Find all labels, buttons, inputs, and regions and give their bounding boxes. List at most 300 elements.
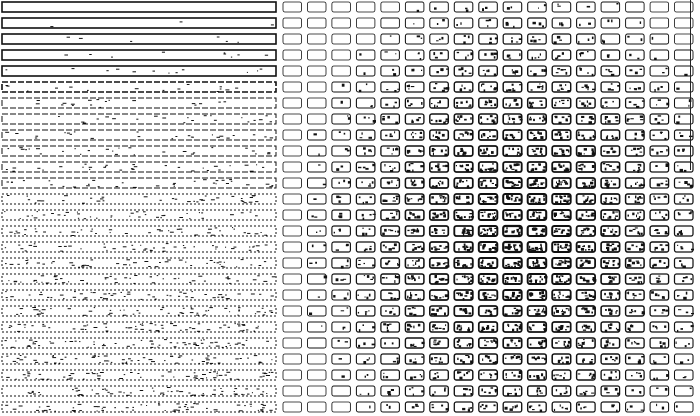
grid-cell-speckle xyxy=(411,198,413,199)
grid-cell-speckle xyxy=(519,388,520,390)
stripe-speckle xyxy=(21,149,25,150)
grid-cell-speckle xyxy=(593,277,596,280)
stripe-speckle xyxy=(163,394,165,395)
grid-cell-speckle xyxy=(442,90,445,93)
grid-cell-speckle xyxy=(462,154,464,156)
grid-cell-speckle xyxy=(436,71,439,73)
grid-cell-speckle xyxy=(536,262,538,264)
grid-cell-speckle xyxy=(433,52,435,55)
stripe-speckle xyxy=(121,292,123,293)
stripe-speckle xyxy=(183,308,185,309)
grid-cell-speckle xyxy=(640,119,643,120)
grid-cell-speckle xyxy=(637,218,640,220)
stripe-speckle xyxy=(81,122,84,123)
grid-cell-speckle xyxy=(589,121,593,124)
grid-cell-speckle xyxy=(554,409,555,411)
grid-cell-speckle xyxy=(608,228,609,229)
stripe-speckle xyxy=(35,362,38,363)
stripe-speckle xyxy=(226,372,230,373)
stripe-speckle xyxy=(106,331,109,332)
stripe-speckle xyxy=(217,375,218,376)
grid-cell-speckle xyxy=(533,200,535,203)
stripe-speckle xyxy=(28,199,30,200)
grid-cell-speckle xyxy=(345,341,348,342)
grid-cell-speckle xyxy=(544,328,546,330)
stripe-speckle xyxy=(263,405,266,406)
grid-cell-speckle xyxy=(413,265,415,266)
stripe-speckle xyxy=(123,392,124,393)
grid-cell-speckle xyxy=(532,164,535,165)
grid-cell-speckle xyxy=(584,262,585,264)
stripe-speckle xyxy=(97,406,100,407)
stripe-speckle xyxy=(111,362,113,363)
grid-cell-speckle xyxy=(432,309,435,311)
stripe-speckle xyxy=(234,394,238,395)
stripe-speckle xyxy=(42,264,45,265)
stripe-speckle xyxy=(194,181,196,182)
stripe-speckle xyxy=(256,328,259,329)
grid-cell-speckle xyxy=(392,342,394,344)
stripe-speckle xyxy=(87,283,88,284)
stripe-speckle xyxy=(201,395,205,396)
stripe-speckle xyxy=(103,167,106,168)
grid-cell-speckle xyxy=(465,8,467,10)
grid-cell-speckle xyxy=(439,100,441,103)
stripe-speckle xyxy=(165,261,169,262)
stripe-speckle xyxy=(80,154,81,155)
stripe-speckle xyxy=(197,331,200,332)
grid-cell-speckle xyxy=(566,391,568,394)
grid-cell-speckle xyxy=(631,324,632,326)
grid-cell xyxy=(381,82,400,92)
grid-cell-speckle xyxy=(343,180,345,183)
stripe-speckle xyxy=(162,328,164,329)
grid-cell-speckle xyxy=(539,248,541,249)
stripe-speckle xyxy=(132,407,134,408)
grid-cell-speckle xyxy=(418,324,420,327)
grid-cell-speckle xyxy=(593,136,596,138)
stripe-speckle xyxy=(131,245,133,246)
grid-cell-speckle xyxy=(462,246,464,248)
grid-cell xyxy=(454,66,473,76)
grid-cell-speckle xyxy=(593,374,596,377)
stripe-speckle xyxy=(54,276,57,277)
grid-cell-speckle xyxy=(542,88,544,90)
stripe-speckle xyxy=(103,294,106,295)
grid-cell-speckle xyxy=(555,230,559,232)
grid-cell-speckle xyxy=(309,313,312,316)
grid-cell xyxy=(283,226,302,236)
grid-cell-speckle xyxy=(505,358,507,359)
grid-cell-speckle xyxy=(512,406,513,409)
grid-cell-speckle xyxy=(490,168,493,171)
stripe-speckle xyxy=(204,115,207,116)
stripe-speckle xyxy=(97,375,101,376)
grid-cell-speckle xyxy=(640,116,643,118)
grid-cell-speckle xyxy=(519,154,522,156)
grid-cell-speckle xyxy=(495,244,498,246)
grid-cell-speckle xyxy=(606,247,609,249)
grid-cell-speckle xyxy=(640,281,642,282)
grid-cell-speckle xyxy=(687,199,689,202)
stripe-speckle xyxy=(71,235,74,236)
stripe-speckle xyxy=(18,324,21,325)
grid-cell xyxy=(332,402,351,412)
grid-cell-speckle xyxy=(462,361,465,364)
grid-cell-speckle xyxy=(536,217,538,219)
stripe-speckle xyxy=(135,88,139,89)
stripe-speckle xyxy=(140,329,144,330)
grid-cell-speckle xyxy=(443,212,446,215)
stripe-speckle xyxy=(174,247,177,248)
stripe-speckle xyxy=(271,359,272,360)
stripe-speckle xyxy=(218,294,222,295)
grid-cell-speckle xyxy=(640,164,641,166)
grid-cell-speckle xyxy=(666,266,669,268)
stripe-speckle xyxy=(103,323,107,324)
grid-cell-speckle xyxy=(583,186,585,188)
grid-cell-speckle xyxy=(512,148,514,150)
grid-cell-speckle xyxy=(637,197,639,200)
stripe-speckle xyxy=(32,307,36,308)
stripe-speckle xyxy=(244,202,247,203)
grid-cell-speckle xyxy=(589,294,590,297)
grid-cell-speckle xyxy=(658,278,660,280)
grid-cell-speckle xyxy=(464,374,466,376)
grid-cell-speckle xyxy=(558,341,559,342)
grid-cell-speckle xyxy=(562,407,564,409)
stripe-speckle xyxy=(35,138,37,139)
grid-cell-speckle xyxy=(518,148,520,150)
grid-cell-speckle xyxy=(512,292,515,295)
grid-cell-speckle xyxy=(431,103,433,104)
grid-cell-speckle xyxy=(495,201,498,202)
grid-cell-speckle xyxy=(441,37,443,40)
grid-cell-speckle xyxy=(488,213,491,215)
grid-cell-speckle xyxy=(542,340,544,343)
grid-cell-speckle xyxy=(538,184,539,186)
grid-cell-speckle xyxy=(420,132,422,134)
stripe-speckle xyxy=(9,325,11,326)
stripe-speckle xyxy=(203,393,204,394)
grid-cell-speckle xyxy=(397,360,399,361)
grid-cell-speckle xyxy=(617,85,620,87)
grid-cell-speckle xyxy=(488,279,491,280)
grid-cell-speckle xyxy=(581,164,583,166)
stripe-speckle xyxy=(263,281,267,282)
grid-cell-speckle xyxy=(617,329,619,331)
stripe-speckle xyxy=(262,308,264,309)
grid-cell-speckle xyxy=(591,213,594,215)
grid-cell-speckle xyxy=(511,341,512,342)
grid-cell-speckle xyxy=(459,377,462,380)
grid-cell-speckle xyxy=(494,56,496,58)
grid-cell-speckle xyxy=(606,392,609,393)
stripe-speckle xyxy=(265,55,268,56)
grid-cell-speckle xyxy=(568,341,571,344)
grid-cell xyxy=(308,274,327,284)
grid-cell-speckle xyxy=(657,232,660,234)
grid-cell-speckle xyxy=(641,184,643,187)
stripe-speckle xyxy=(51,213,54,214)
grid-cell xyxy=(650,50,669,60)
grid-cell-speckle xyxy=(386,404,388,406)
grid-cell-speckle xyxy=(530,406,533,407)
grid-cell xyxy=(308,338,327,348)
grid-cell-speckle xyxy=(515,324,518,326)
stripe-speckle xyxy=(33,246,37,247)
grid-cell-speckle xyxy=(664,356,666,358)
stripe-speckle xyxy=(194,235,198,236)
stripe-speckle xyxy=(109,313,113,314)
grid-cell-speckle xyxy=(654,58,657,60)
grid-cell-speckle xyxy=(509,246,512,248)
grid-cell-speckle xyxy=(657,122,660,124)
grid-cell-speckle xyxy=(407,197,408,199)
grid-cell-speckle xyxy=(554,244,557,246)
stripe-speckle xyxy=(88,184,90,185)
grid-cell-speckle xyxy=(433,135,434,137)
grid-cell-speckle xyxy=(415,406,418,407)
grid-cell xyxy=(283,210,302,220)
grid-cell-speckle xyxy=(535,266,538,269)
grid-cell xyxy=(283,162,302,172)
stripe-speckle xyxy=(41,200,45,201)
grid-cell-speckle xyxy=(435,136,438,138)
grid-cell-speckle xyxy=(469,104,471,105)
stripe-speckle xyxy=(132,249,135,250)
grid-cell-speckle xyxy=(635,183,636,185)
stripe-speckle xyxy=(167,295,169,296)
grid-cell-speckle xyxy=(615,371,617,373)
grid-cell-speckle xyxy=(368,117,369,119)
grid-cell-speckle xyxy=(584,184,585,187)
stripe-speckle xyxy=(159,230,163,231)
grid-cell-speckle xyxy=(417,216,420,219)
stripe-speckle xyxy=(266,375,270,376)
grid-cell-speckle xyxy=(564,181,567,183)
stripe-speckle xyxy=(33,309,37,310)
grid-cell-speckle xyxy=(560,275,562,276)
grid-cell-speckle xyxy=(511,40,513,43)
stripe-speckle xyxy=(260,376,263,377)
grid-cell-speckle xyxy=(411,183,413,185)
stripe-speckle xyxy=(198,276,202,277)
stripe-speckle xyxy=(5,405,8,406)
grid-cell-speckle xyxy=(486,282,488,285)
stripe-speckle xyxy=(70,341,74,342)
grid-cell-speckle xyxy=(637,202,641,203)
grid-cell-speckle xyxy=(466,291,469,294)
stripe-speckle xyxy=(271,372,274,373)
stripe-speckle xyxy=(55,283,57,284)
grid-cell-speckle xyxy=(684,181,687,184)
grid-cell-speckle xyxy=(408,88,409,90)
grid-cell-speckle xyxy=(459,345,461,347)
grid-cell-speckle xyxy=(362,233,365,236)
stripe-speckle xyxy=(107,392,109,393)
grid-cell-speckle xyxy=(618,263,621,266)
grid-cell xyxy=(356,50,375,60)
grid-cell-speckle xyxy=(456,184,457,186)
grid-cell-speckle xyxy=(588,327,590,329)
stripe-speckle xyxy=(54,363,57,364)
grid-cell-speckle xyxy=(539,101,542,102)
stripe-speckle xyxy=(214,379,215,380)
stripe-speckle xyxy=(259,294,261,295)
stripe-speckle xyxy=(218,170,220,171)
grid-cell xyxy=(454,18,473,28)
grid-cell-speckle xyxy=(529,246,530,249)
stripe-speckle xyxy=(217,373,218,374)
grid-cell-speckle xyxy=(612,359,614,360)
grid-cell-speckle xyxy=(605,265,608,268)
grid-cell-speckle xyxy=(506,227,507,229)
grid-cell-speckle xyxy=(433,153,434,156)
stripe-speckle xyxy=(224,262,225,263)
grid-cell-speckle xyxy=(457,344,459,345)
grid-cell-speckle xyxy=(518,296,520,297)
stripe-speckle xyxy=(133,262,137,263)
grid-cell-speckle xyxy=(511,169,514,170)
grid-cell xyxy=(332,50,351,60)
grid-cell-speckle xyxy=(609,282,611,284)
stripe-speckle xyxy=(90,198,92,199)
grid-cell xyxy=(650,354,669,364)
stripe-speckle xyxy=(41,282,42,283)
stripe-speckle xyxy=(202,361,205,362)
grid-cell-speckle xyxy=(585,312,587,314)
grid-cell-speckle xyxy=(436,185,438,188)
stripe-speckle xyxy=(6,356,8,357)
stripe-speckle xyxy=(245,148,248,149)
stripe-speckle xyxy=(88,100,92,101)
stripe-speckle xyxy=(83,315,87,316)
stripe-speckle xyxy=(259,265,262,266)
grid-cell-speckle xyxy=(615,388,618,391)
stripe-speckle xyxy=(59,232,61,233)
grid-cell xyxy=(283,338,302,348)
grid-cell xyxy=(308,50,327,60)
stripe-speckle xyxy=(35,231,37,232)
grid-cell-speckle xyxy=(456,212,458,214)
grid-cell-speckle xyxy=(658,115,661,116)
grid-cell xyxy=(356,290,375,300)
grid-cell-speckle xyxy=(655,118,658,121)
stripe-speckle xyxy=(116,263,119,264)
stripe-speckle xyxy=(20,308,24,309)
grid-cell-speckle xyxy=(584,148,587,151)
grid-cell-speckle xyxy=(348,181,351,184)
grid-cell-speckle xyxy=(602,105,604,108)
grid-cell-speckle xyxy=(542,295,546,297)
stripe-speckle xyxy=(74,131,76,132)
stripe-speckle xyxy=(60,251,63,252)
grid-cell-speckle xyxy=(688,359,690,361)
grid-cell-speckle xyxy=(411,278,412,280)
stripe-speckle xyxy=(216,411,218,412)
grid-cell-speckle xyxy=(532,409,535,410)
grid-cell-speckle xyxy=(637,262,640,264)
grid-cell xyxy=(381,338,400,348)
grid-cell-speckle xyxy=(339,200,341,203)
grid-cell-speckle xyxy=(507,7,510,10)
grid-cell-speckle xyxy=(359,90,361,92)
grid-cell xyxy=(356,34,375,44)
grid-cell-speckle xyxy=(565,217,567,218)
grid-cell xyxy=(308,354,327,364)
grid-cell-speckle xyxy=(493,169,496,171)
grid-cell xyxy=(381,18,400,28)
stripe-speckle xyxy=(115,154,118,155)
stripe-speckle xyxy=(234,229,236,230)
stripe-speckle xyxy=(246,340,248,341)
grid-cell-speckle xyxy=(606,262,610,264)
grid-cell-speckle xyxy=(397,89,399,90)
grid-cell-speckle xyxy=(438,341,440,343)
stripe-speckle xyxy=(215,247,218,248)
grid-cell-speckle xyxy=(388,394,391,396)
grid-cell-speckle xyxy=(439,245,441,247)
grid-cell-speckle xyxy=(557,329,560,332)
grid-cell-speckle xyxy=(617,166,619,169)
grid-cell-speckle xyxy=(486,310,487,312)
stripe-speckle xyxy=(177,343,179,344)
grid-cell-speckle xyxy=(559,134,561,136)
grid-cell-speckle xyxy=(487,25,488,27)
grid-cell-speckle xyxy=(468,282,470,284)
stripe-speckle xyxy=(219,230,221,231)
grid-cell-speckle xyxy=(439,181,441,182)
stripe-speckle xyxy=(213,390,216,391)
grid-cell-speckle xyxy=(542,69,544,72)
stripe-speckle xyxy=(27,196,28,197)
stripe-speckle xyxy=(114,407,116,408)
stripe-speckle xyxy=(19,147,23,148)
grid-cell xyxy=(381,2,400,12)
grid-cell-speckle xyxy=(518,375,521,377)
grid-cell xyxy=(332,2,351,12)
stripe-speckle xyxy=(263,376,265,377)
grid-cell-speckle xyxy=(431,120,433,122)
grid-cell-speckle xyxy=(358,295,359,296)
stripe-speckle xyxy=(168,230,169,231)
grid-cell-speckle xyxy=(605,198,607,200)
grid-cell-speckle xyxy=(438,168,441,171)
grid-cell-speckle xyxy=(386,376,389,378)
grid-cell-speckle xyxy=(466,202,467,204)
grid-cell-speckle xyxy=(533,183,536,185)
grid-cell-speckle xyxy=(592,339,594,342)
grid-cell-speckle xyxy=(516,309,518,311)
grid-cell-speckle xyxy=(348,117,351,120)
grid-cell-speckle xyxy=(583,201,586,204)
grid-cell xyxy=(552,98,571,108)
stripe-speckle xyxy=(16,314,18,315)
stripe-speckle xyxy=(133,187,137,188)
grid-cell-speckle xyxy=(560,196,562,199)
stripe-speckle xyxy=(157,275,159,276)
grid-cell xyxy=(308,34,327,44)
stripe-speckle xyxy=(51,297,53,298)
grid-cell-speckle xyxy=(468,408,470,409)
stripe-speckle xyxy=(271,312,273,313)
stripe-speckle xyxy=(177,229,180,230)
grid-cell-speckle xyxy=(660,151,663,153)
grid-cell-speckle xyxy=(565,183,568,185)
grid-cell xyxy=(503,50,522,60)
grid-cell xyxy=(626,82,645,92)
